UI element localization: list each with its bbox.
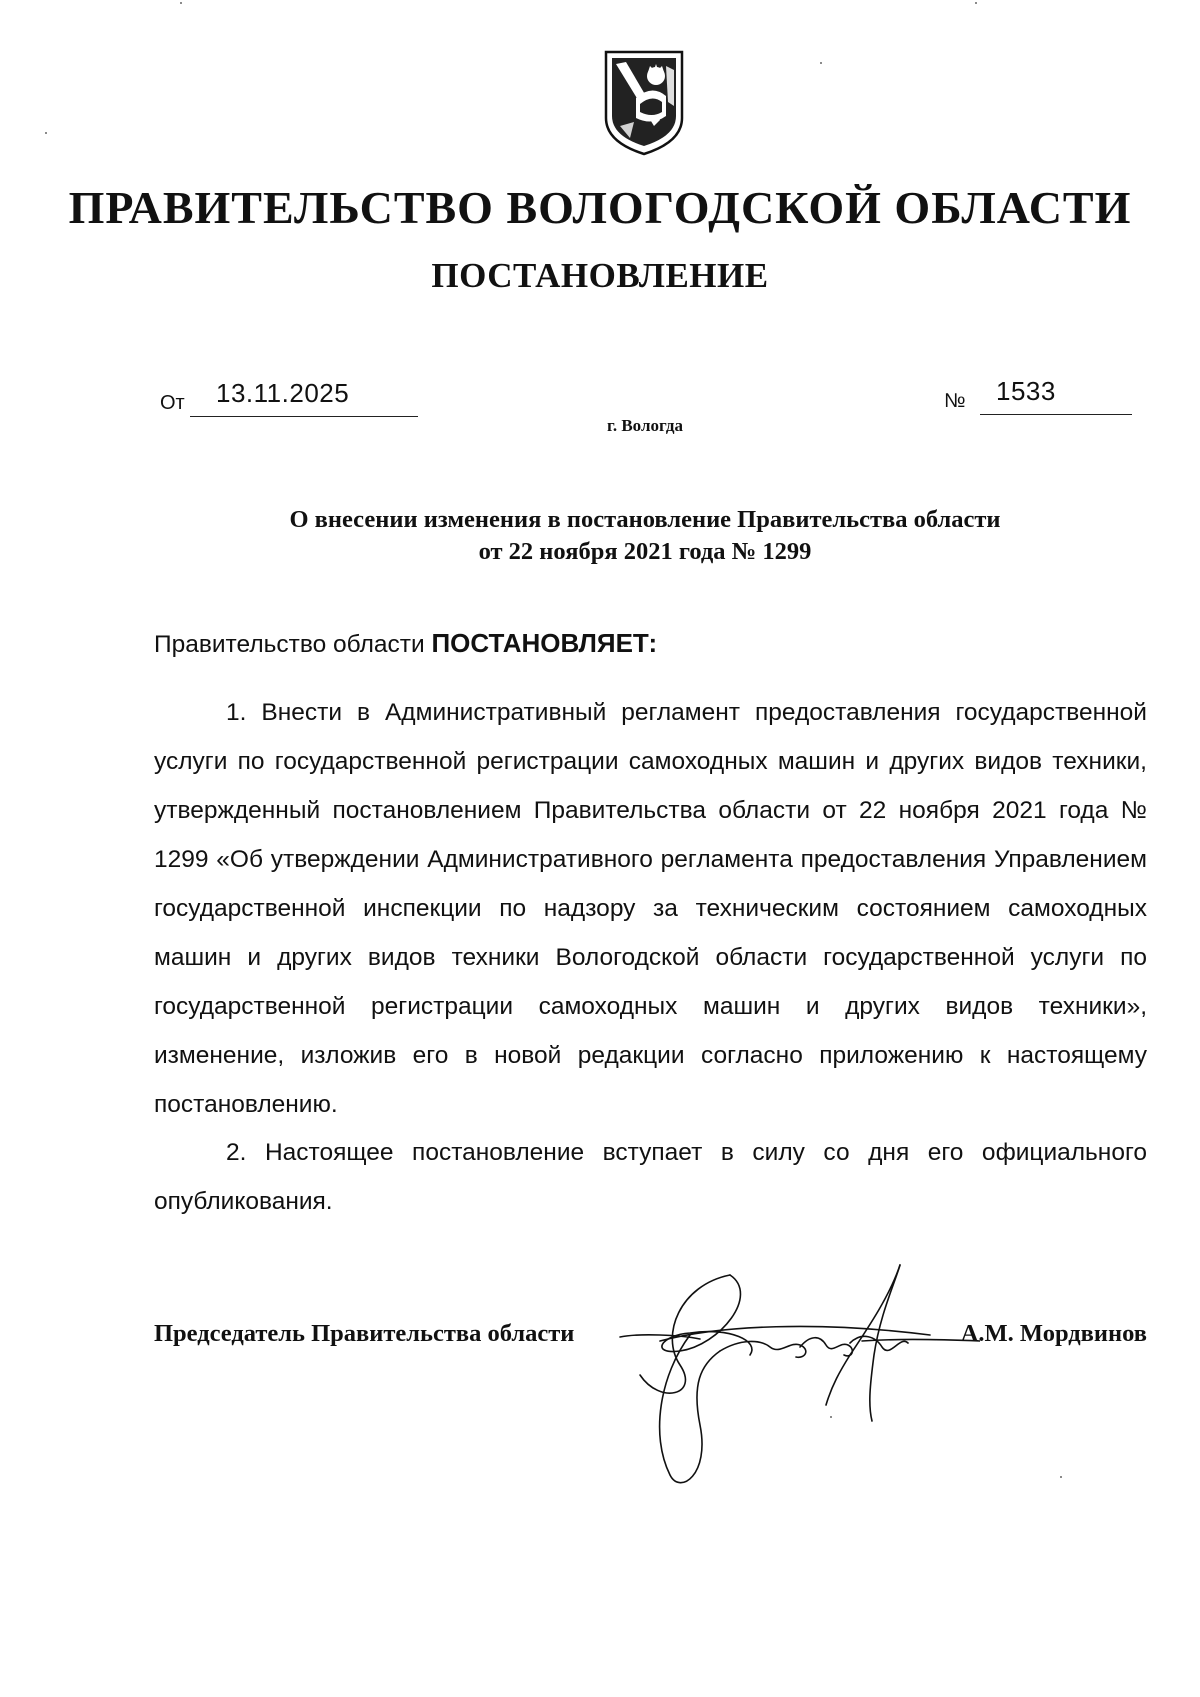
city-label: г. Вологда [607,416,683,435]
scan-speck [45,132,47,134]
date-field [160,378,420,418]
document-type-title: ПОСТАНОВЛЕНИЕ [431,256,769,295]
date-prefix-label: От [160,392,185,414]
paragraph-2: 2. Настоящее постановление вступает в силу со дня его официального опубликования. [154,1139,1147,1215]
signature-icon [600,1255,980,1495]
handwritten-signature [600,1255,980,1495]
subject-line-1: О внесении изменения в постановление Правительства области [289,506,1001,533]
preamble-text: Правительство области [154,631,432,658]
scan-speck [975,2,977,4]
scan-speck [1060,1476,1062,1478]
signatory-name: А.М. Мордвинов [960,1320,1147,1347]
number-prefix-label: № [944,390,966,412]
number-value: 1533 [996,376,1056,406]
coat-of-arms-emblem [600,46,688,158]
number-field [944,376,1134,416]
number-underline [980,414,1132,415]
signatory-role: Председатель Правительства области [154,1320,575,1347]
date-value: 13.11.2025 [216,378,350,408]
coat-of-arms-icon [600,46,688,158]
organization-title: ПРАВИТЕЛЬСТВО ВОЛОГОДСКОЙ ОБЛАСТИ [68,182,1132,233]
preamble-decree-word: ПОСТАНОВЛЯЕТ: [431,628,658,658]
scan-speck [820,62,822,64]
scan-speck [830,1416,832,1418]
paragraph-1: 1. Внести в Административный регламент предоставления государственной услуги по государственной регистрации самоходных машин и других видов техники, утвержденный постановлением Правительства области от 22 ноября 2021 года № 1299 «Об утверждении Административного регламента предоставления Управлением государственной инспекции по надзору за техническим состоянием самоходных машин и других видов техники Вологодской области государственной услуги по государственной регистрации самоходных машин и других видов техники», изменение, изложив его в новой редакции согласно приложению к настоящему постановлению. [154,699,1147,1118]
preamble [154,628,1147,659]
scan-speck [180,2,182,4]
subject-line-2: от 22 ноября 2021 года № 1299 [478,538,812,565]
document-subject [0,504,1200,568]
